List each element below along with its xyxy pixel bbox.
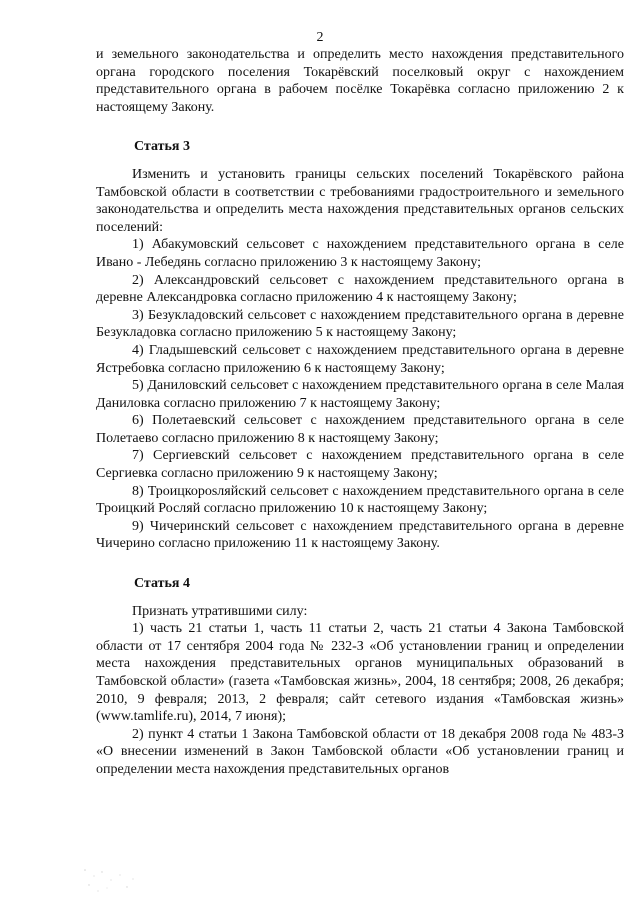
article-4-item-1: 1) часть 21 статьи 1, часть 11 статьи 2, часть 21 статьи 4 Закона Тамбовской области от 17 сентября 2004 года № 232-З «Об установлении границ и определении места нахождения представительных органов муниципальных образований в Тамбовской области» (газета «Тамбовская жизнь», 2004, 18 сентября; 2008, 26 декабря; 2010, 9 февраля; 2013, 2 февраля; сайт сетевого издания «Тамбовская жизнь» (www.tamlife.ru), 2014, 7 июня); [96, 621, 624, 725]
article-3-item-4: 4) Гладышевский сельсовет с нахождением представительного органа в деревне Ястребовка согласно приложению 6 к настоящему Закону; [96, 342, 624, 376]
article-3-intro: Изменить и установить границы сельских поселений Токарёвского района Тамбовской области в соответствии с требованиями градостроительного и земельного законодательства и определить места нахождения представительных органов сельских поселений: [96, 166, 624, 235]
article-4-intro: Признать утратившими силу: [132, 603, 308, 619]
article-3-item-8: 8) Троицкорosляйский сельсовет с нахождением представительного органа в селе Троицкий Росляй согласно приложению 10 к настоящему Закону; [96, 483, 624, 517]
opening-paragraph: и земельного законодательства и определить место нахождения представительного органа городского поселения Токарёвский поселковый округ с нахождением представительного органа в рабочем посёлке Токарёвка согласно приложению 2 к настоящему Закону. [96, 47, 624, 115]
article-3-item-2: 2) Александровский сельсовет с нахождением представительного органа в деревне Александровка согласно приложению 4 к настоящему Закону; [96, 272, 624, 306]
article-4-item-2: 2) пункт 4 статьи 1 Закона Тамбовской области от 18 декабря 2008 года № 483-З «О внесении изменений в Закон Тамбовской области «Об установлении границ и определении места нахождения представительных органов [96, 726, 624, 777]
scan-noise-specks [80, 866, 140, 896]
document-body [96, 46, 624, 779]
article-3-title: Статья 3 [134, 139, 190, 155]
article-3-item-6: 6) Полетаевский сельсовет с нахождением представительного органа в селе Полетаево согласно приложению 8 к настоящему Закону; [96, 413, 624, 446]
article-3-item-7: 7) Сергиевский сельсовет с нахождением представительного органа в селе Сергиевка согласно приложению 9 к настоящему Закону; [96, 448, 624, 482]
article-3-item-1: 1) Абакумовский сельсовет с нахождением представительного органа в селе Ивано - Лебедянь согласно приложению 3 к настоящему Закону; [96, 237, 624, 270]
article-3-item-9: 9) Чичеринский сельсовет с нахождением представительного органа в деревне Чичерино согласно приложению 11 к настоящему Закону. [96, 518, 624, 552]
article-3-item-3: 3) Безукладовский сельсовет с нахождением представительного органа в деревне Безукладовка согласно приложению 5 к настоящему Закону; [96, 307, 624, 341]
article-3-item-5: 5) Даниловский сельсовет с нахождением представительного органа в селе Малая Даниловка согласно приложению 7 к настоящему Закону; [96, 378, 624, 411]
page-number: 2 [316, 30, 324, 45]
article-4-title: Статья 4 [134, 576, 190, 592]
